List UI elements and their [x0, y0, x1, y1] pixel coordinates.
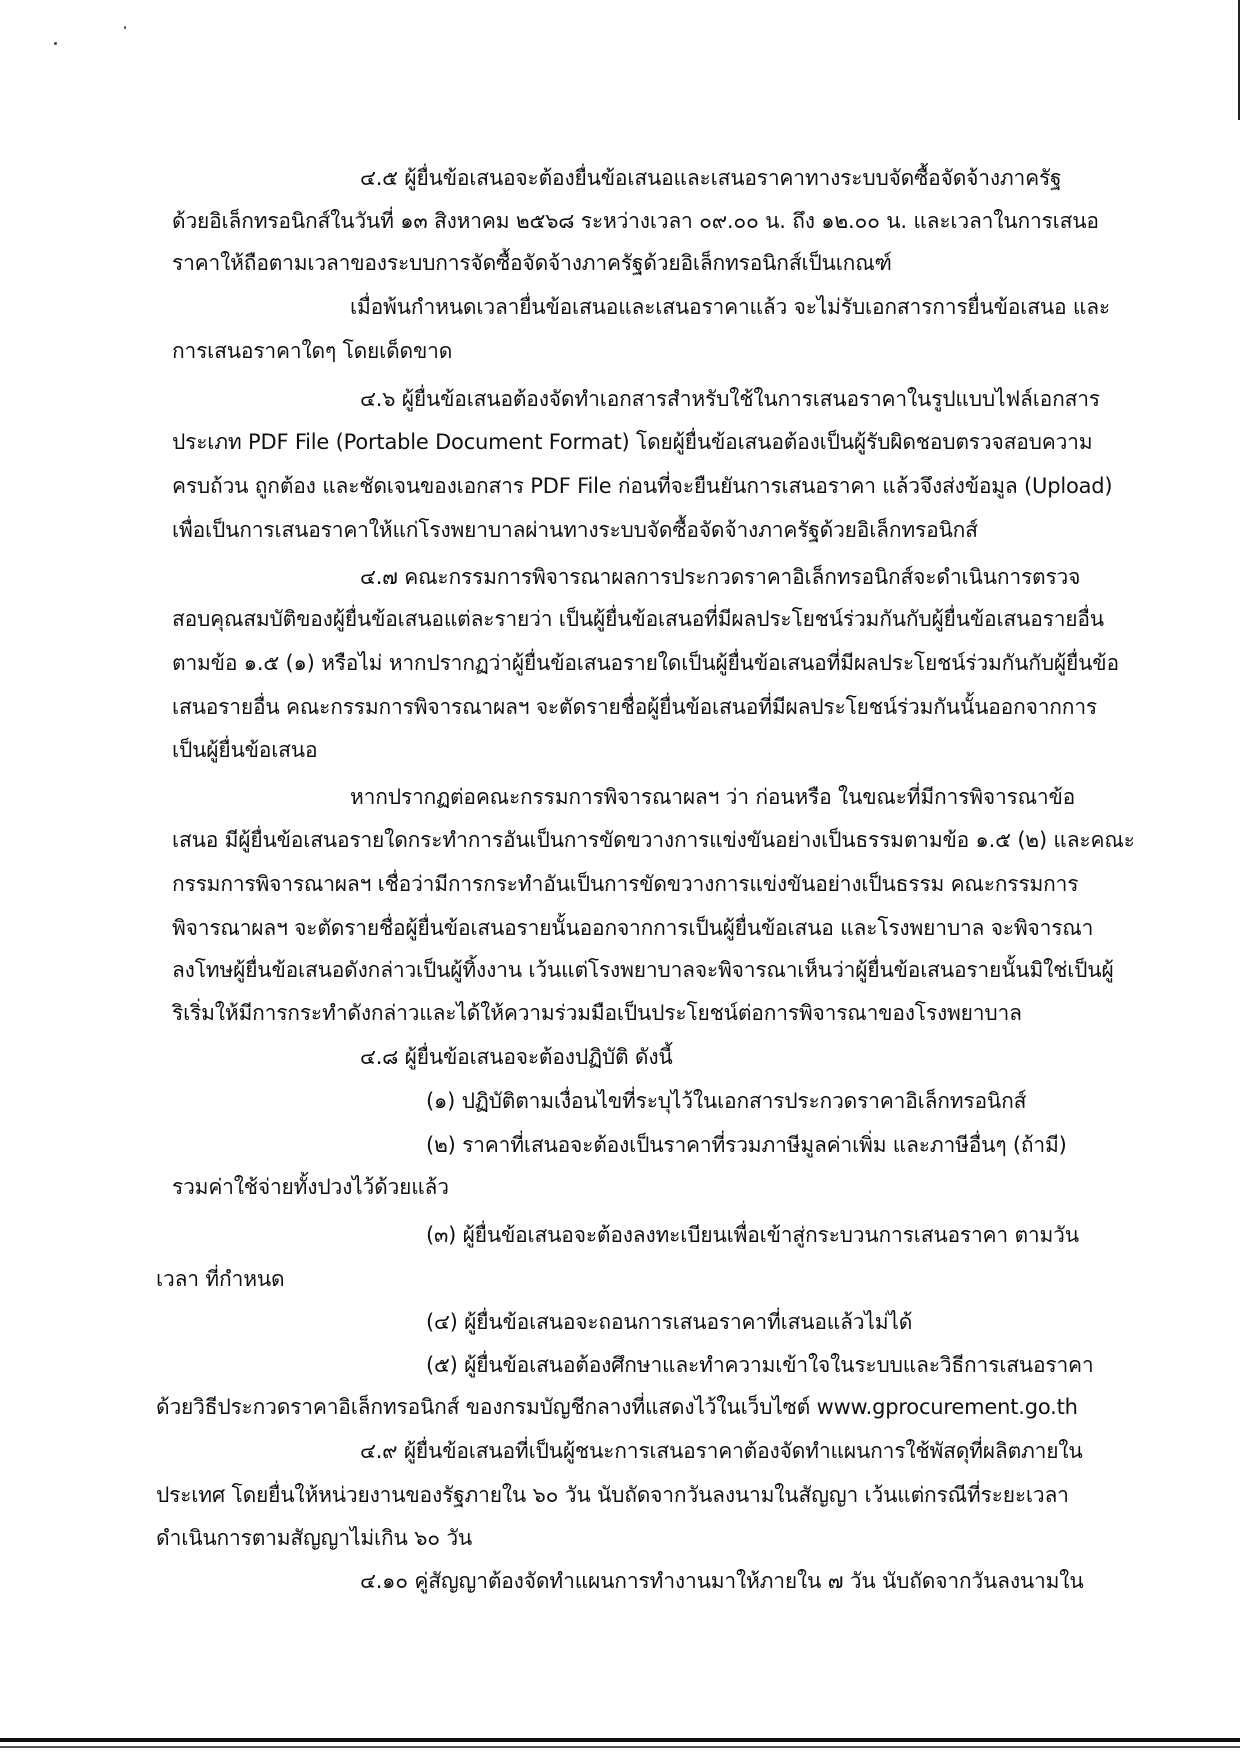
- clause-4-7-text: ลงโทษผู้ยื่นข้อเสนอดังกล่าวเป็นผู้ทิ้งงาน เว้นแต่โรงพยาบาลจะพิจารณาเห็นว่าผู้ยื่นข้อเสนอรายนั้นมิใช่เป็นผู้: [172, 958, 1114, 982]
- clause-4-8-item-4: (๔) ผู้ยื่นข้อเสนอจะถอนการเสนอราคาที่เสนอแล้วไม่ได้: [426, 1310, 913, 1334]
- clause-4-7-text: เสนอรายอื่น คณะกรรมการพิจารณาผลฯ จะตัดรายชื่อผู้ยื่นข้อเสนอที่มีผลประโยชน์ร่วมกันนั้นออกจากการ: [172, 695, 1097, 719]
- clause-4-7-text: หากปรากฏต่อคณะกรรมการพิจารณาผลฯ ว่า ก่อนหรือ ในขณะที่มีการพิจารณาข้อ: [350, 785, 1076, 809]
- clause-4-7-text: เสนอ มีผู้ยื่นข้อเสนอรายใดกระทำการอันเป็นการขัดขวางการแข่งขันอย่างเป็นธรรมตามข้อ ๑.๕ (๒) และคณะ: [172, 828, 1135, 852]
- clause-4-7-text: ตามข้อ ๑.๕ (๑) หรือไม่ หากปรากฏว่าผู้ยื่นข้อเสนอรายใดเป็นผู้ยื่นข้อเสนอที่มีผลประโยชน์ร่วมกันกับผู้ยื่นข้อ: [172, 651, 1119, 675]
- clause-4-5-text: ราคาให้ถือตามเวลาของระบบการจัดซื้อจัดจ้างภาครัฐด้วยอิเล็กทรอนิกส์เป็นเกณฑ์: [172, 251, 892, 275]
- clause-4-5-text: เมื่อพ้นกำหนดเวลายื่นข้อเสนอและเสนอราคาแล้ว จะไม่รับเอกสารการยื่นข้อเสนอ และ: [350, 295, 1110, 319]
- clause-4-8-item-1: (๑) ปฏิบัติตามเงื่อนไขที่ระบุไว้ในเอกสารประกวดราคาอิเล็กทรอนิกส์: [426, 1089, 1027, 1113]
- clause-4-8-text: ด้วยวิธีประกวดราคาอิเล็กทรอนิกส์ ของกรมบัญชีกลางที่แสดงไว้ในเว็บไซต์ www.gprocurement.go.th: [156, 1395, 1078, 1419]
- clause-4-5-heading: ๔.๕ ผู้ยื่นข้อเสนอจะต้องยื่นข้อเสนอและเสนอราคาทางระบบจัดซื้อจัดจ้างภาครัฐ: [360, 166, 1062, 190]
- clause-4-10-heading: ๔.๑๐ คู่สัญญาต้องจัดทำแผนการทำงานมาให้ภายใน ๗ วัน นับถัดจากวันลงนามใน: [360, 1569, 1084, 1593]
- clause-4-7-text: สอบคุณสมบัติของผู้ยื่นข้อเสนอแต่ละรายว่า เป็นผู้ยื่นข้อเสนอที่มีผลประโยชน์ร่วมกันกับผู้ยื่นข้อเสนอรายอื่น: [172, 607, 1104, 631]
- clause-4-7-text: เป็นผู้ยื่นข้อเสนอ: [172, 738, 318, 762]
- clause-4-6-text: ประเภท PDF File (Portable Document Format) โดยผู้ยื่นข้อเสนอต้องเป็นผู้รับผิดชอบตรวจสอบความ: [172, 430, 1093, 454]
- scan-bottom-border: [0, 1738, 1240, 1742]
- scan-speck: [54, 42, 57, 45]
- clause-4-8-text: เวลา ที่กำหนด: [156, 1267, 285, 1291]
- clause-4-6-text: ครบถ้วน ถูกต้อง และชัดเจนของเอกสาร PDF File ก่อนที่จะยืนยันการเสนอราคา แล้วจึงส่งข้อมูล (Upload): [172, 474, 1113, 498]
- clause-4-6-heading: ๔.๖ ผู้ยื่นข้อเสนอต้องจัดทำเอกสารสำหรับใช้ในการเสนอราคาในรูปแบบไฟล์เอกสาร: [360, 387, 1100, 411]
- clause-4-7-text: กรรมการพิจารณาผลฯ เชื่อว่ามีการกระทำอันเป็นการขัดขวางการแข่งขันอย่างเป็นธรรม คณะกรรมการ: [172, 872, 1079, 896]
- clause-4-5-text: การเสนอราคาใดๆ โดยเด็ดขาด: [172, 339, 453, 363]
- clause-4-8-text: รวมค่าใช้จ่ายทั้งปวงไว้ด้วยแล้ว: [172, 1175, 449, 1199]
- clause-4-9-text: ประเทศ โดยยื่นให้หน่วยงานของรัฐภายใน ๖๐ วัน นับถัดจากวันลงนามในสัญญา เว้นแต่กรณีที่ระยะเวลา: [156, 1483, 1069, 1507]
- clause-4-9-heading: ๔.๙ ผู้ยื่นข้อเสนอที่เป็นผู้ชนะการเสนอราคาต้องจัดทำแผนการใช้พัสดุที่ผลิตภายใน: [360, 1439, 1083, 1463]
- clause-4-8-item-5: (๕) ผู้ยื่นข้อเสนอต้องศึกษาและทำความเข้าใจในระบบและวิธีการเสนอราคา: [426, 1353, 1094, 1377]
- clause-4-8-item-3: (๓) ผู้ยื่นข้อเสนอจะต้องลงทะเบียนเพื่อเข้าสู่กระบวนการเสนอราคา ตามวัน: [426, 1223, 1079, 1247]
- clause-4-7-heading: ๔.๗ คณะกรรมการพิจารณาผลการประกวดราคาอิเล็กทรอนิกส์จะดำเนินการตรวจ: [360, 565, 1081, 589]
- scan-speck: [124, 26, 126, 29]
- clause-4-5-text: ด้วยอิเล็กทรอนิกส์ในวันที่ ๑๓ สิงหาคม ๒๕๖๘ ระหว่างเวลา ๐๙.๐๐ น. ถึง ๑๒.๐๐ น. และเวลาในการเสนอ: [172, 209, 1099, 233]
- clause-4-6-text: เพื่อเป็นการเสนอราคาให้แก่โรงพยาบาลผ่านทางระบบจัดซื้อจัดจ้างภาครัฐด้วยอิเล็กทรอนิกส์: [172, 518, 978, 542]
- clause-4-8-heading: ๔.๘ ผู้ยื่นข้อเสนอจะต้องปฏิบัติ ดังนี้: [360, 1045, 673, 1069]
- clause-4-9-text: ดำเนินการตามสัญญาไม่เกิน ๖๐ วัน: [156, 1526, 473, 1550]
- clause-4-7-text: ริเริ่มให้มีการกระทำดังกล่าวและได้ให้ความร่วมมือเป็นประโยชน์ต่อการพิจารณาของโรงพยาบาล: [172, 1001, 1022, 1025]
- clause-4-8-item-2: (๒) ราคาที่เสนอจะต้องเป็นราคาที่รวมภาษีมูลค่าเพิ่ม และภาษีอื่นๆ (ถ้ามี): [426, 1133, 1067, 1157]
- clause-4-7-text: พิจารณาผลฯ จะตัดรายชื่อผู้ยื่นข้อเสนอรายนั้นออกจากการเป็นผู้ยื่นข้อเสนอ และโรงพยาบาล จะพิจารณา: [172, 916, 1094, 940]
- scan-bottom-border: [0, 1746, 1240, 1748]
